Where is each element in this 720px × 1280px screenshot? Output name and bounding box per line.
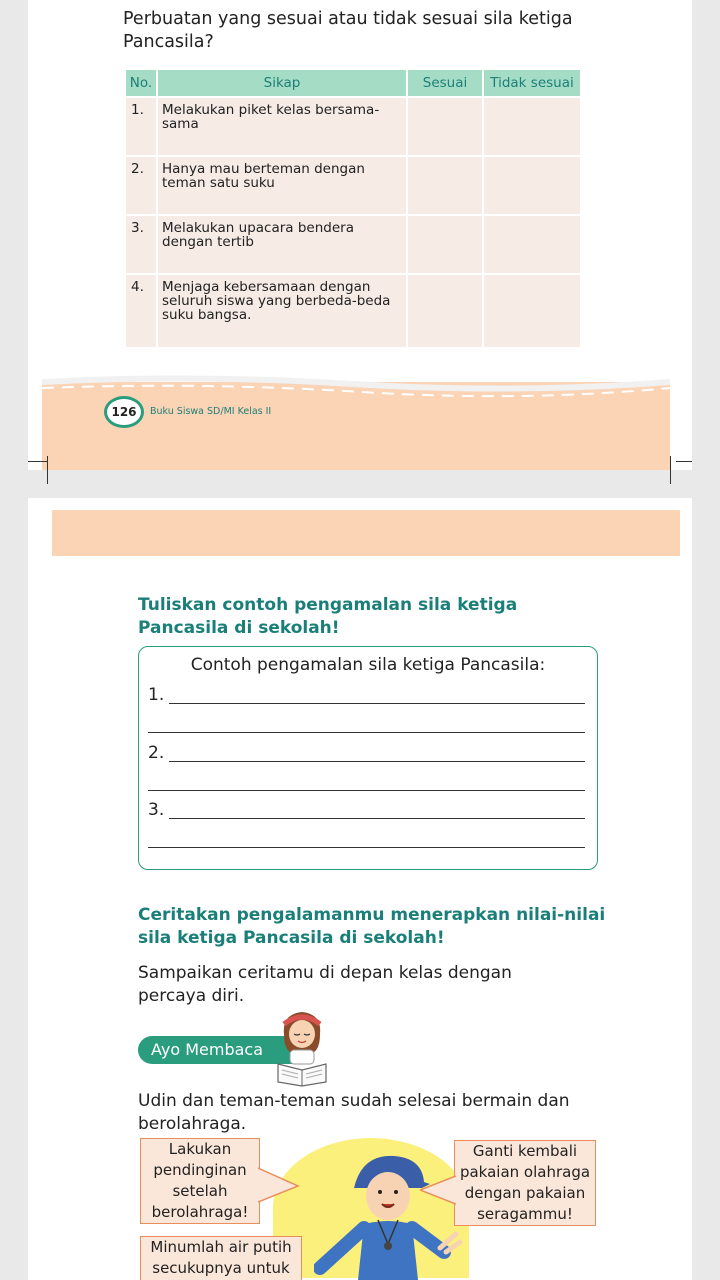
cell-tidak-sesuai[interactable] xyxy=(483,215,581,274)
table-row xyxy=(125,274,581,348)
row-number: 1. xyxy=(125,97,157,156)
table-row xyxy=(125,97,581,156)
answer-number: 1. xyxy=(148,685,165,705)
row-number: 3. xyxy=(125,215,157,274)
cell-tidak-sesuai[interactable] xyxy=(483,97,581,156)
bubble-tail xyxy=(258,1162,308,1222)
speech-bubble-change-clothes: Ganti kembali pakaian olahraga dengan pakaian seragammu! xyxy=(454,1140,596,1226)
table-row xyxy=(125,215,581,274)
speech-bubble-drink-water: Minumlah air putih secukupnya untuk xyxy=(140,1236,302,1280)
header-tidak-sesuai: Tidak sesuai xyxy=(483,69,581,97)
cell-sesuai[interactable] xyxy=(407,97,483,156)
speech-bubble-cooldown: Lakukan pendinginan setelah berolahraga! xyxy=(140,1138,260,1224)
answer-line[interactable] xyxy=(169,761,585,762)
header-sesuai: Sesuai xyxy=(407,69,483,97)
sikap-table xyxy=(124,68,582,349)
story-text: Udin dan teman-teman sudah selesai bermain dan berolahraga. xyxy=(138,1091,570,1134)
answer-line[interactable] xyxy=(148,847,585,848)
crop-mark xyxy=(28,461,48,462)
task-heading-1: Tuliskan contoh pengamalan sila ketiga Pancasila di sekolah! xyxy=(138,595,518,638)
task-heading-2: Ceritakan pengalamanmu menerapkan nilai-nilai sila ketiga Pancasila di sekolah! xyxy=(138,905,606,948)
answer-box xyxy=(138,646,598,870)
bubble-tail xyxy=(420,1170,456,1210)
book-page-127 xyxy=(28,498,692,1280)
book-page-126 xyxy=(28,0,692,470)
answer-line[interactable] xyxy=(148,732,585,733)
answer-box-title: Contoh pengamalan sila ketiga Pancasila: xyxy=(190,655,546,675)
page-number-badge: 126 xyxy=(104,396,144,428)
answer-line[interactable] xyxy=(148,790,585,791)
ayo-membaca-text: Ayo Membaca xyxy=(151,1040,263,1059)
row-sikap: Melakukan upacara bendera dengan tertib xyxy=(157,215,407,274)
cell-sesuai[interactable] xyxy=(407,274,483,348)
answer-line[interactable] xyxy=(169,818,585,819)
cell-sesuai[interactable] xyxy=(407,156,483,215)
answer-number: 2. xyxy=(148,743,165,763)
row-number: 4. xyxy=(125,274,157,348)
cell-tidak-sesuai[interactable] xyxy=(483,156,581,215)
cell-tidak-sesuai[interactable] xyxy=(483,274,581,348)
table-row xyxy=(125,156,581,215)
book-title-label: Buku Siswa SD/MI Kelas II xyxy=(150,406,272,417)
header-band xyxy=(52,510,680,556)
crop-mark xyxy=(47,456,48,484)
header-no: No. xyxy=(125,69,157,97)
answer-line[interactable] xyxy=(169,703,585,704)
row-sikap: Hanya mau berteman dengan teman satu suku xyxy=(157,156,407,215)
header-sikap: Sikap xyxy=(157,69,407,97)
row-sikap: Menjaga kebersamaan dengan seluruh siswa yang berbeda-beda suku bangsa. xyxy=(157,274,407,348)
cell-sesuai[interactable] xyxy=(407,215,483,274)
row-sikap: Melakukan piket kelas bersama-sama xyxy=(157,97,407,156)
crop-mark xyxy=(676,461,692,462)
crop-mark xyxy=(670,456,671,484)
row-number: 2. xyxy=(125,156,157,215)
reading-girl-icon xyxy=(274,1004,330,1088)
instruction-text: Sampaikan ceritamu di depan kelas dengan percaya diri. xyxy=(138,963,512,1006)
question-title: Perbuatan yang sesuai atau tidak sesuai sila ketiga Pancasila? xyxy=(123,9,573,52)
answer-number: 3. xyxy=(148,800,165,820)
table-header-row xyxy=(125,69,581,97)
udin-character-icon xyxy=(314,1148,464,1280)
